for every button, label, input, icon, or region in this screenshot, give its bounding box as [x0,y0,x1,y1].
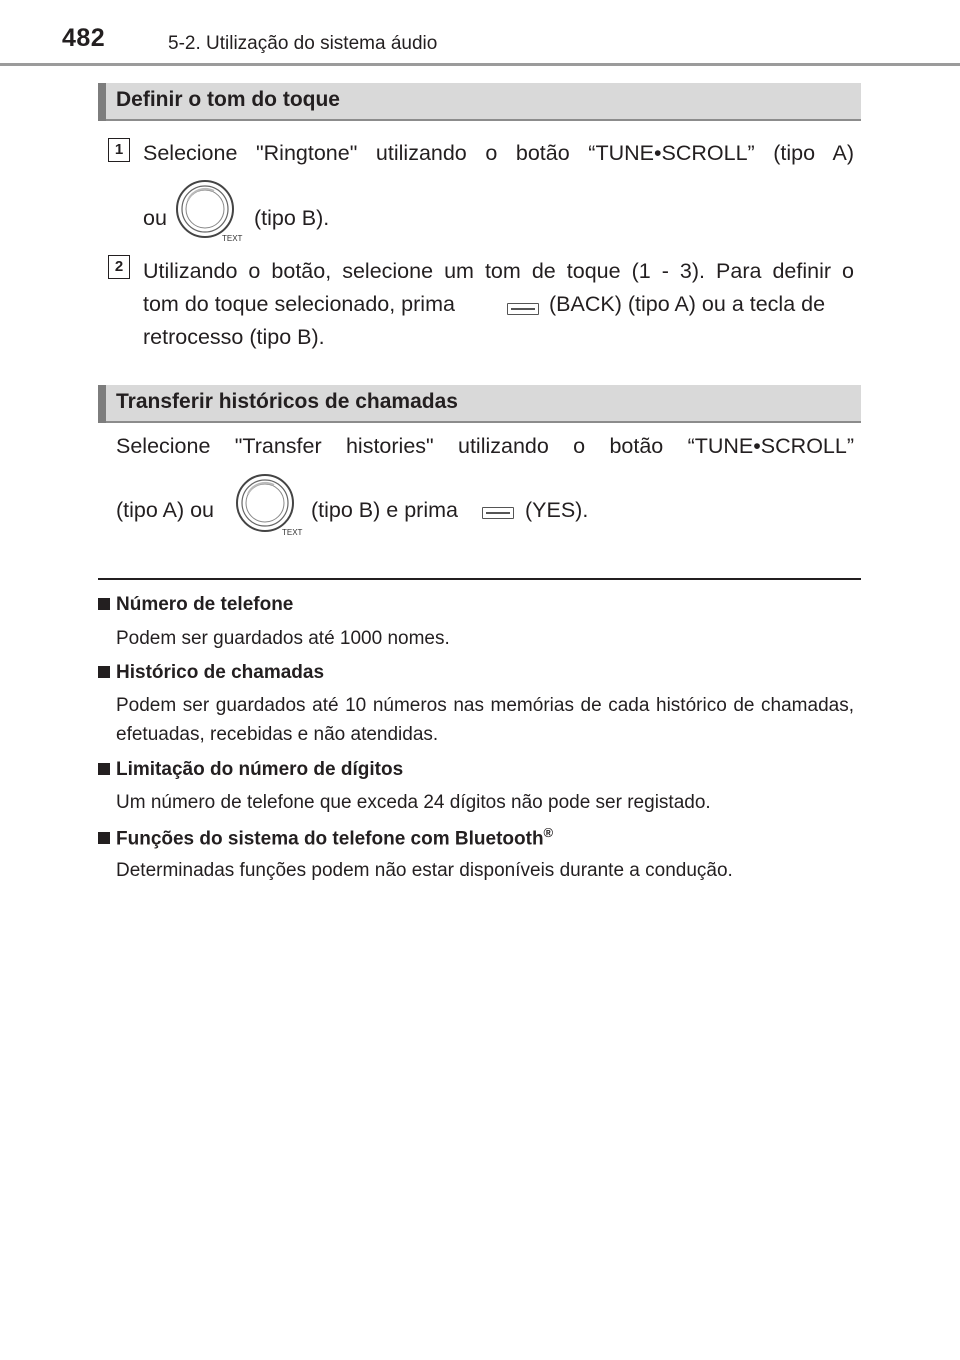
page-header [0,0,960,68]
registered-mark: ® [543,825,554,840]
transfer-line2-c: (YES). [525,498,589,522]
square-bullet-icon [98,598,110,610]
step2-line3: retrocesso (tipo B). [143,325,325,349]
note-title: Histórico de chamadas [98,662,324,684]
tune-knob-icon [172,178,246,244]
note-title: Número de telefone [98,594,293,616]
note-body: Um número de telefone que exceda 24 dígitos não pode ser registado. [116,792,711,813]
section-heading-ringtone [98,83,861,121]
notes-separator [98,578,861,580]
square-bullet-icon [98,666,110,678]
step2-line2-a: tom do toque selecionado, prima [143,292,455,316]
heading-bar [98,385,106,423]
section-title: Transferir históricos de chamadas [116,390,458,413]
header-rule [0,63,960,66]
step1-ou: ou [143,206,167,230]
note-body: Determinadas funções podem não estar disponíveis durante a condução. [116,860,733,881]
step1-line1: Selecione "Ringtone" utilizando o botão “TUNE•SCROLL” (tipo A) [143,141,854,165]
page-number: 482 [62,24,106,52]
yes-button-icon [482,507,514,519]
section-heading-transfer [98,385,861,423]
step-number-1: 1 [108,138,130,162]
note-title: Limitação do número de dígitos [98,759,403,781]
tune-knob-icon [232,472,306,538]
back-button-icon [507,303,539,315]
note-body: Podem ser guardados até 1000 nomes. [116,628,450,649]
section-path: 5-2. Utilização do sistema áudio [168,33,438,54]
transfer-line1: Selecione "Transfer histories" utilizando o botão “TUNE•SCROLL” [116,434,854,458]
heading-bar [98,83,106,121]
knob-label: TEXT [222,234,243,243]
square-bullet-icon [98,832,110,844]
step-number-2: 2 [108,255,130,279]
step2-line2-b: (BACK) (tipo A) ou a tecla de [549,292,826,316]
knob-label: TEXT [282,528,303,537]
transfer-line2-a: (tipo A) ou [116,498,214,522]
step1-tipo-b: (tipo B). [254,206,330,230]
section-title: Definir o tom do toque [116,88,340,111]
note-title: Funções do sistema do telefone com Bluetooth® [98,825,553,850]
square-bullet-icon [98,763,110,775]
note-body: Podem ser guardados até 10 números nas memórias de cada histórico de chamadas, efetuadas, recebidas e não atendidas. [116,695,854,745]
transfer-line2-b: (tipo B) e prima [311,498,458,522]
step2-line1: Utilizando o botão, selecione um tom de toque (1 - 3). Para definir o [143,259,854,283]
